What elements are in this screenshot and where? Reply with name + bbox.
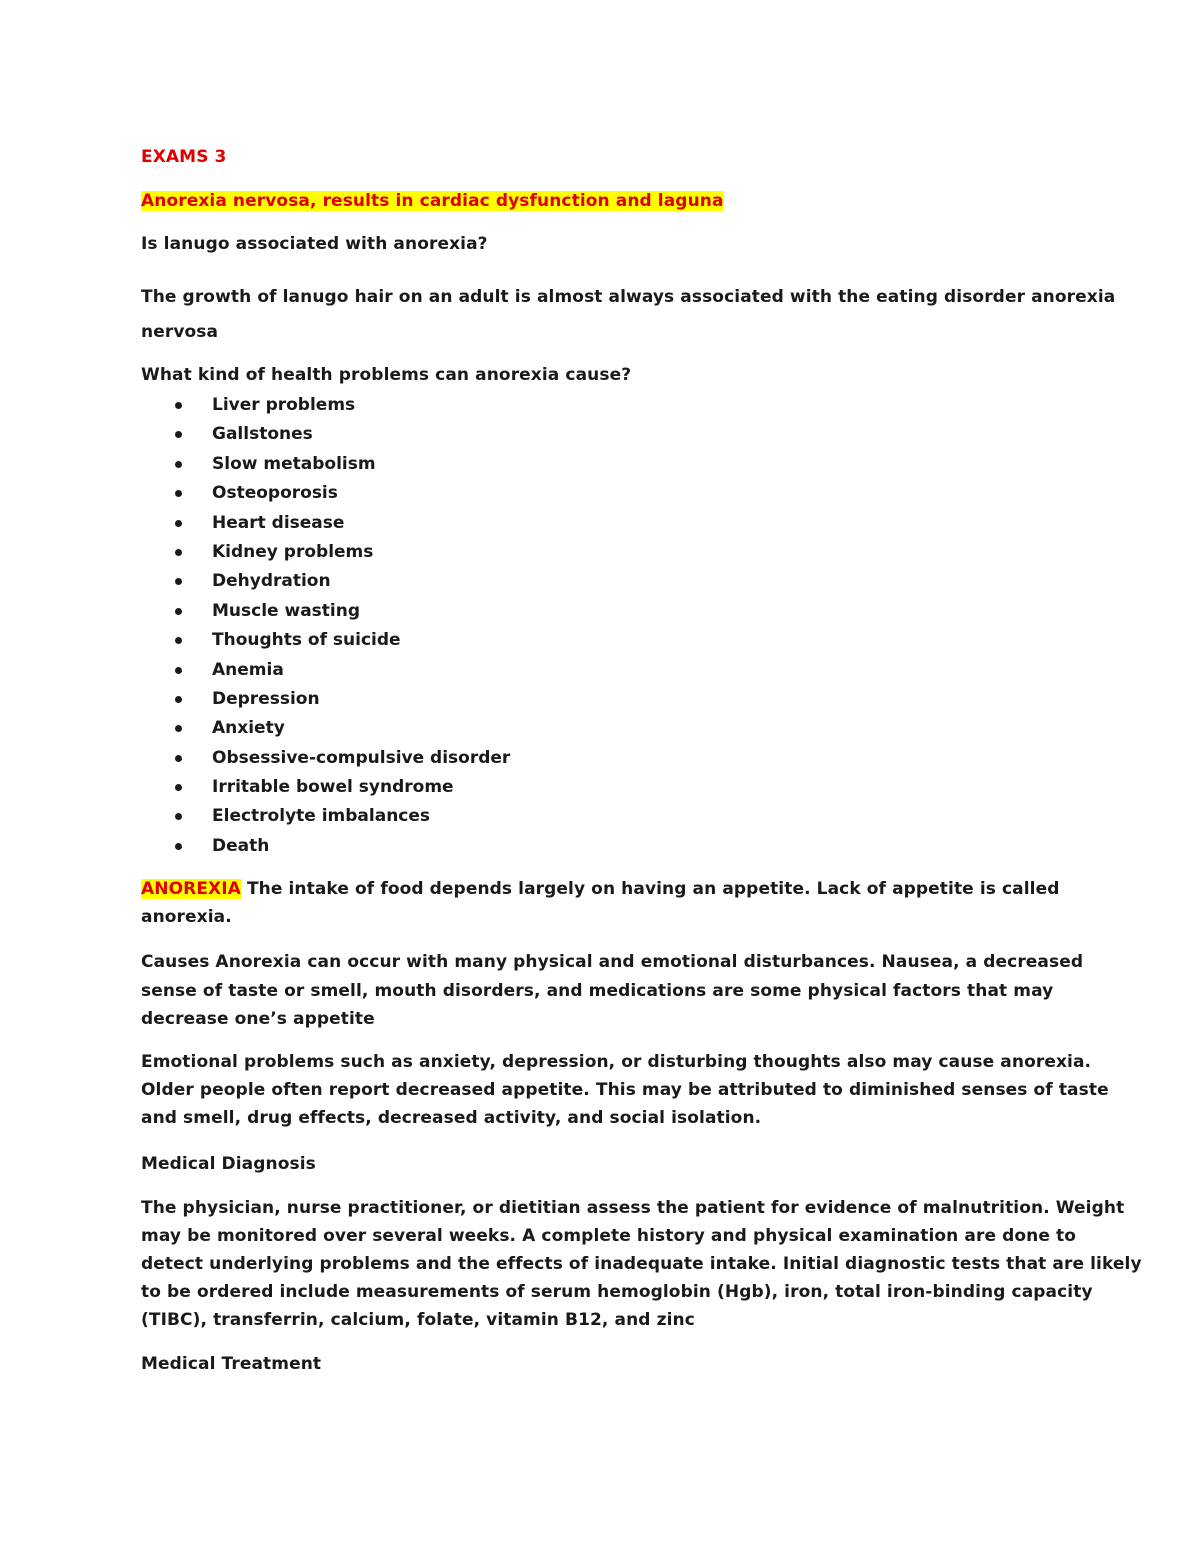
list-item (141, 835, 510, 864)
bullet-icon (175, 608, 182, 615)
list-item (141, 570, 510, 599)
list-item (141, 482, 510, 511)
list-item (141, 453, 510, 482)
list-item-label: Anemia (212, 659, 284, 680)
bullet-icon (175, 813, 182, 820)
list-item-label: Heart disease (212, 512, 345, 533)
bullet-icon (175, 755, 182, 762)
bullet-icon (175, 402, 182, 409)
diagnosis-line-4: to be ordered include measurements of serum hemoglobin (Hgb), iron, total iron-binding capacity (141, 1282, 1093, 1302)
list-item-label: Gallstones (212, 424, 313, 445)
list-item-label: Muscle wasting (212, 600, 361, 621)
anorexia-term: ANOREXIA (141, 879, 241, 899)
list-item (141, 747, 510, 776)
health-problems-list (141, 394, 510, 864)
list-item (141, 629, 510, 658)
list-item (141, 600, 510, 629)
answer-lanugo-line-1: The growth of lanugo hair on an adult is almost always associated with the eating disorder anorexia (141, 287, 1116, 307)
diagnosis-line-5: (TIBC), transferrin, calcium, folate, vitamin B12, and zinc (141, 1310, 695, 1330)
bullet-icon (175, 549, 182, 556)
list-item-label: Kidney problems (212, 541, 374, 562)
anorexia-definition-line-2: anorexia. (141, 907, 232, 927)
diagnosis-line-3: detect underlying problems and the effects of inadequate intake. Initial diagnostic tests that are likely (141, 1254, 1142, 1274)
list-item-label: Depression (212, 688, 320, 709)
highlighted-heading (141, 190, 724, 212)
list-item-label: Liver problems (212, 395, 356, 415)
list-item-label: Anxiety (212, 718, 285, 739)
list-item-label: Irritable bowel syndrome (212, 777, 454, 798)
list-item (141, 717, 510, 746)
anorexia-definition-line-1 (141, 878, 1060, 900)
bullet-icon (175, 843, 182, 850)
causes-line-2: sense of taste or smell, mouth disorders, and medications are some physical factors that may (141, 981, 1054, 1001)
diagnosis-line-1: The physician, nurse practitioner, or dietitian assess the patient for evidence of malnutrition. Weight (141, 1198, 1125, 1218)
bullet-icon (175, 461, 182, 468)
list-item-label: Osteoporosis (212, 483, 338, 504)
list-item (141, 394, 510, 423)
question-health-problems: What kind of health problems can anorexia cause? (141, 365, 632, 385)
list-item-label: Dehydration (212, 571, 331, 592)
list-item-label: Thoughts of suicide (212, 630, 401, 651)
causes-line-1: Causes Anorexia can occur with many physical and emotional disturbances. Nausea, a decreased (141, 952, 1084, 972)
emotional-line-1: Emotional problems such as anxiety, depression, or disturbing thoughts also may cause anorexia. (141, 1052, 1092, 1072)
medical-diagnosis-heading: Medical Diagnosis (141, 1154, 316, 1174)
bullet-icon (175, 696, 182, 703)
list-item-label: Obsessive-compulsive disorder (212, 747, 511, 768)
bullet-icon (175, 667, 182, 674)
list-item (141, 423, 510, 452)
question-lanugo: Is lanugo associated with anorexia? (141, 234, 488, 254)
highlighted-heading-text: Anorexia nervosa, results in cardiac dysfunction and laguna (141, 191, 724, 211)
emotional-line-2: Older people often report decreased appetite. This may be attributed to diminished senses of taste (141, 1080, 1109, 1100)
anorexia-definition-text: The intake of food depends largely on having an appetite. Lack of appetite is called (240, 879, 1060, 899)
list-item (141, 541, 510, 570)
bullet-icon (175, 784, 182, 791)
bullet-icon (175, 578, 182, 585)
list-item-label: Slow metabolism (212, 453, 376, 474)
bullet-icon (175, 637, 182, 644)
list-item (141, 776, 510, 805)
medical-treatment-heading: Medical Treatment (141, 1354, 322, 1374)
list-item-label: Death (212, 835, 270, 856)
list-item (141, 659, 510, 688)
answer-lanugo-line-2: nervosa (141, 322, 219, 342)
bullet-icon (175, 725, 182, 732)
diagnosis-line-2: may be monitored over several weeks. A complete history and physical examination are done to (141, 1226, 1077, 1246)
bullet-icon (175, 520, 182, 527)
list-item (141, 688, 510, 717)
list-item (141, 805, 510, 834)
bullet-icon (175, 431, 182, 438)
list-item (141, 512, 510, 541)
bullet-icon (175, 490, 182, 497)
document-title: EXAMS 3 (141, 147, 227, 167)
causes-line-3: decrease one’s appetite (141, 1009, 375, 1029)
emotional-line-3: and smell, drug effects, decreased activity, and social isolation. (141, 1108, 762, 1128)
list-item-label: Electrolyte imbalances (212, 806, 431, 827)
